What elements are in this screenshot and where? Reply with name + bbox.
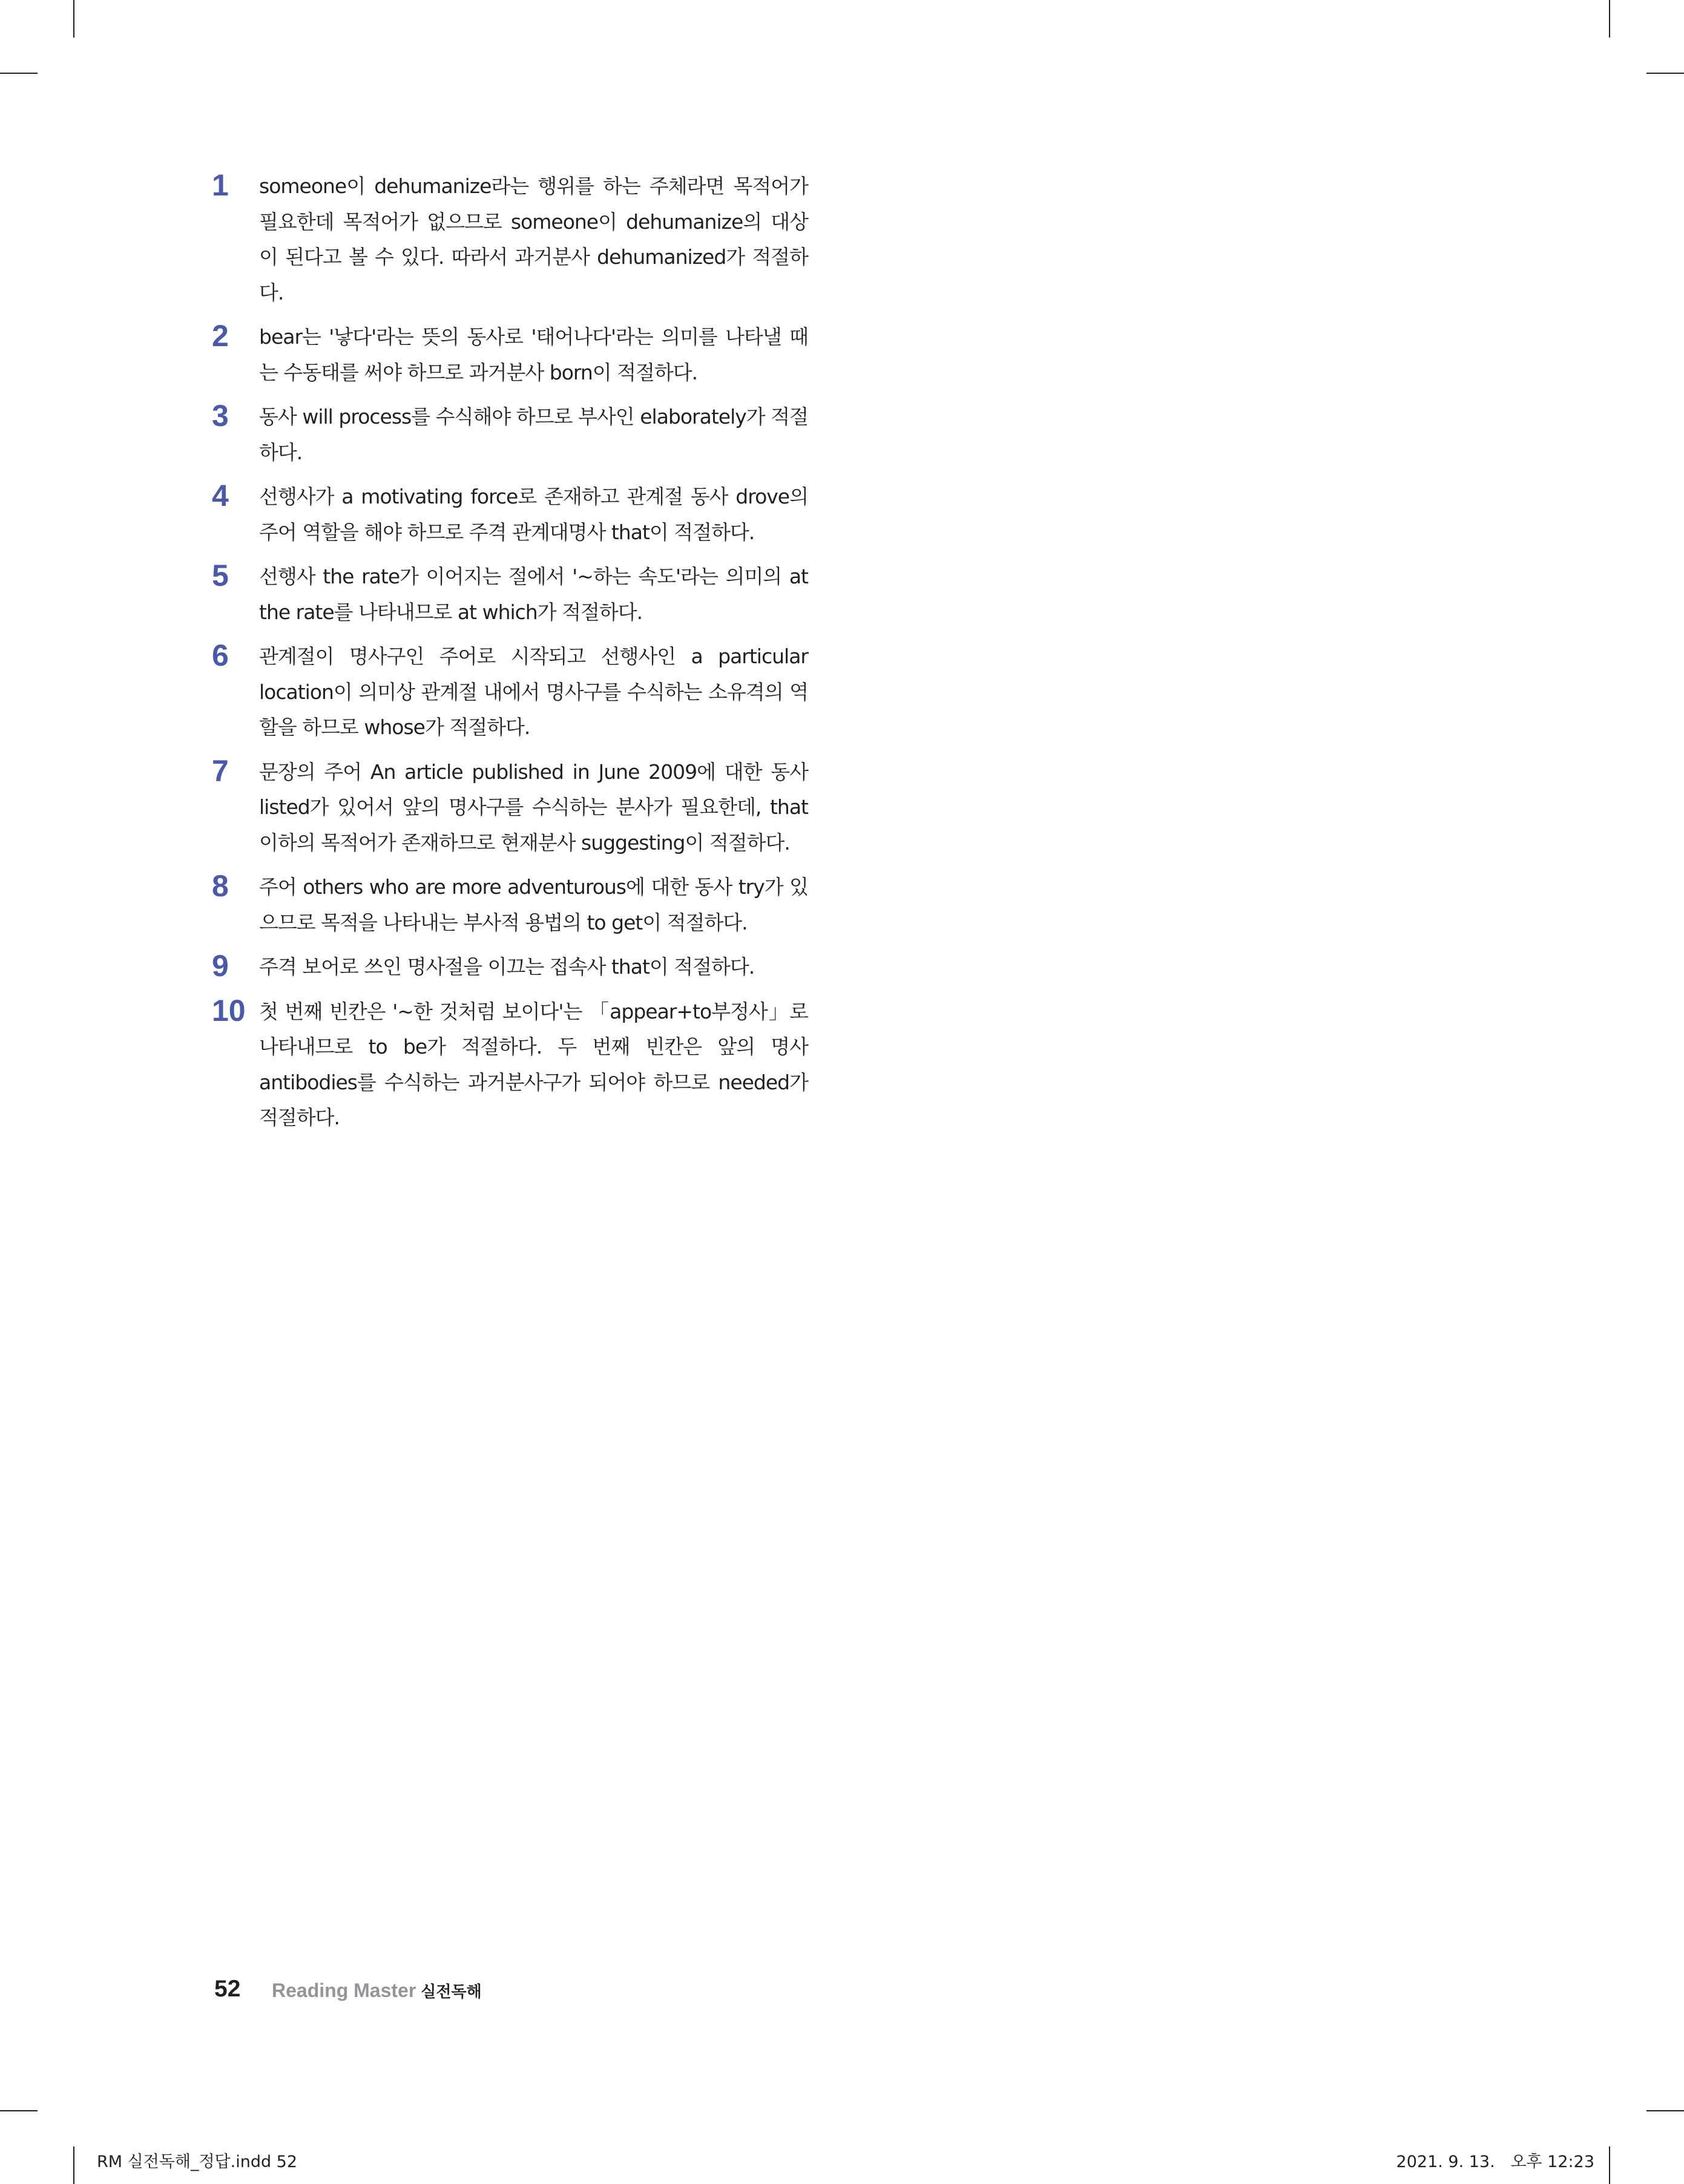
answer-number: 2 xyxy=(212,319,229,353)
answer-item-9 xyxy=(212,948,808,985)
answer-number: 3 xyxy=(212,399,229,433)
crop-mark-top-right-vertical xyxy=(1609,0,1610,38)
slug-timestamp: 2021. 9. 13. 오후 12:23 xyxy=(1396,2153,1594,2171)
answer-explanation: 동사 will process를 수식해야 하므로 부사인 elaborately가 적절하다. xyxy=(259,405,808,464)
answer-explanation: 관계절이 명사구인 주어로 시작되고 선행사인 a particular location이 의미상 관계절 내에서 명사구를 수식하는 소유격의 역할을 하므로 whose가 적절하다. xyxy=(259,644,808,739)
answer-number: 1 xyxy=(212,168,229,202)
answer-item-8 xyxy=(212,868,808,940)
answer-item-10 xyxy=(212,993,808,1136)
answer-number: 9 xyxy=(212,949,229,983)
answer-explanation: 주격 보어로 쓰인 명사절을 이끄는 접속사 that이 적절하다. xyxy=(259,955,755,979)
answer-explanation: 첫 번째 빈칸은 '~한 것처럼 보이다'는 「appear+to부정사」로 나타내므로 to be가 적절하다. 두 번째 빈칸은 앞의 명사 antibodies를 수식하는 과거분사구가 되어야 하므로 needed가 적절하다. xyxy=(259,999,808,1129)
answer-explanation: bear는 '낳다'라는 뜻의 동사로 '태어나다'라는 의미를 나타낼 때는 수동태를 써야 하므로 과거분사 born이 적절하다. xyxy=(259,325,808,384)
answer-explanation: someone이 dehumanize라는 행위를 하는 주체라면 목적어가 필요한데 목적어가 없으므로 someone이 dehumanize의 대상이 된다고 볼 수 있다. 따라서 과거분사 dehumanized가 적절하다. xyxy=(259,174,808,304)
answer-number: 4 xyxy=(212,479,229,513)
crop-mark-bottom-left-horizontal xyxy=(0,2110,38,2111)
answer-explanation: 선행사 the rate가 이어지는 절에서 '~하는 속도'라는 의미의 at the rate를 나타내므로 at which가 적절하다. xyxy=(259,565,808,624)
answer-number: 6 xyxy=(212,638,229,672)
answer-list xyxy=(212,168,808,1136)
page-number: 52 xyxy=(214,1976,241,2002)
answer-item-4 xyxy=(212,478,808,550)
running-footer-title xyxy=(272,1975,482,2007)
crop-mark-top-left-vertical xyxy=(73,0,74,38)
answer-item-1 xyxy=(212,168,808,310)
slug-filename: RM 실전독해_정답.indd 52 xyxy=(97,2153,298,2171)
crop-mark-bottom-right-vertical xyxy=(1609,2146,1610,2184)
crop-mark-bottom-left-vertical xyxy=(73,2146,74,2184)
answer-explanation: 선행사가 a motivating force로 존재하고 관계절 동사 drove의 주어 역할을 해야 하므로 주격 관계대명사 that이 적절하다. xyxy=(259,485,808,544)
answer-number: 7 xyxy=(212,753,229,788)
book-subtitle: 실전독해 xyxy=(421,1983,482,2001)
answer-item-6 xyxy=(212,638,808,746)
book-title: Reading Master xyxy=(272,1979,416,2001)
answer-item-3 xyxy=(212,398,808,470)
answer-explanation: 문장의 주어 An article published in June 2009에 대한 동사 listed가 있어서 앞의 명사구를 수식하는 분사가 필요한데, that 이하의 목적어가 존재하므로 현재분사 suggesting이 적절하다. xyxy=(259,759,808,854)
crop-mark-top-left-horizontal xyxy=(0,73,38,74)
answer-explanation: 주어 others who are more adventurous에 대한 동사 try가 있으므로 목적을 나타내는 부사적 용법의 to get이 적절하다. xyxy=(259,875,808,934)
answer-item-2 xyxy=(212,318,808,390)
answer-item-7 xyxy=(212,753,808,861)
crop-mark-top-right-horizontal xyxy=(1646,73,1684,74)
answer-item-5 xyxy=(212,558,808,630)
crop-mark-bottom-right-horizontal xyxy=(1646,2110,1684,2111)
answer-number: 8 xyxy=(212,869,229,903)
answer-number: 10 xyxy=(212,993,246,1028)
answer-number: 5 xyxy=(212,559,229,592)
